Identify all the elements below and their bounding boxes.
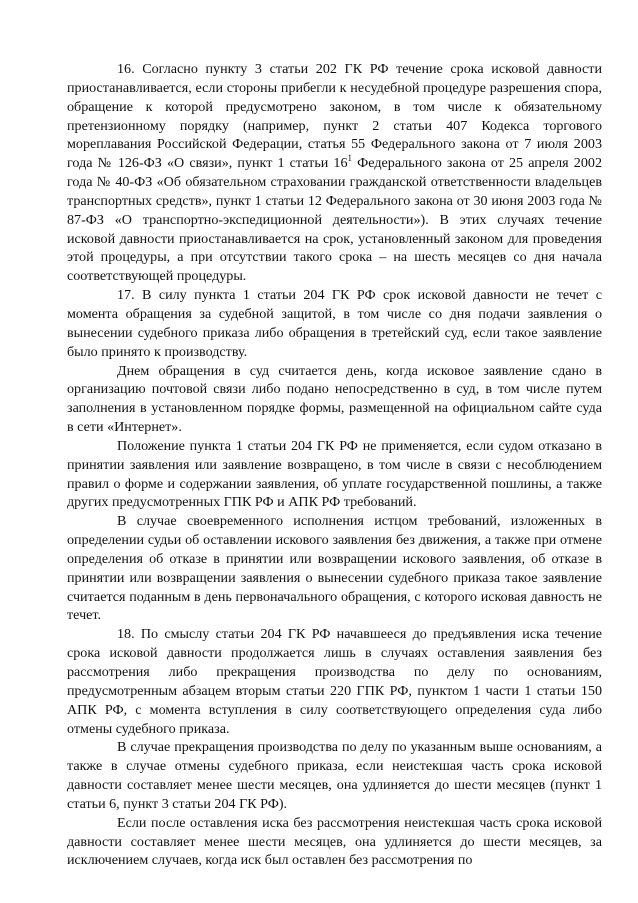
paragraph-17: 17. В силу пункта 1 статьи 204 ГК РФ срок исковой давности не течет с момента обращения за судебной защитой, в том числе со дня подачи заявления о вынесении судебного приказа либо обращения в третейский суд, если такое заявление было принято к производству. bbox=[67, 287, 602, 360]
paragraph-18: 18. По смыслу статьи 204 ГК РФ начавшееся до предъявления иска течение срока исковой давности продолжается лишь в случаях оставления заявления без рассмотрения либо прекращения производства по делу по основаниям, предусмотренным абзацем вторым статьи 220 ГПК РФ, пунктом 1 части 1 статьи 150 АПК РФ, с момента вступления в силу соответствующего определения суда либо отмены судебного приказа. bbox=[67, 626, 602, 737]
paragraph-text-continued: Федерального закона от 25 апреля 2002 года № 40-ФЗ «Об обязательном страховании гражданской ответственности владельцев транспортных средств», пункт 1 статьи 12 Федерального закона от 30 июня 2003 года № 87-ФЗ «О транспортно-экспедиционной деятельности»). В этих случаях течение исковой давности приостанавливается на срок, установленный законом для проведения этой процедуры, а при отсутствии такого срока – на шесть месяцев со дня начала соответствующей процедуры. bbox=[67, 155, 602, 285]
paragraph-17-timely-fix: В случае своевременного исполнения истцом требований, изложенных в определении судьи об оставлении искового заявления без движения, а также при отмене определения об отказе в принятии или возвращении искового заявления, об отказе в принятии или возвращении заявления о вынесении судебного приказа такое заявление считается поданным в день первоначального обращения, с которого исковая давность не течет. bbox=[67, 513, 602, 624]
paragraph-18-left-without-consideration: Если после оставления иска без рассмотрения неистекшая часть срока исковой давности составляет менее шести месяцев, она удлиняется до шести месяцев, за исключением случаев, когда иск был оставлен без рассмотрения по bbox=[67, 814, 602, 869]
paragraph-17-filing-date: Днем обращения в суд считается день, когда исковое заявление сдано в организацию почтовой связи либо подано непосредственно в суд, в том числе путем заполнения в установленном порядке формы, размещенной на официальном сайте суда в сети «Интернет». bbox=[67, 362, 602, 436]
superscript: 1 bbox=[347, 153, 353, 164]
paragraph-text: 16. Согласно пункту 3 статьи 202 ГК РФ течение срока исковой давности приостанавливается, если стороны прибегли к несудебной процедуре разрешения спора, обращение к которой предусмотрено законом, в том числе к обязательному претензионному порядку (например, пункт 2 статьи 407 Кодекса торгового мореплавания Российской Федерации, статья 55 Федерального закона от 7 июля 2003 года № 126-ФЗ «О связи», пункт 1 статьи 16 bbox=[67, 61, 602, 172]
paragraph-16 bbox=[67, 60, 602, 286]
paragraph-17-exceptions: Положение пункта 1 статьи 204 ГК РФ не применяется, если судом отказано в принятии заявления или заявление возвращено, в том числе в связи с несоблюдением правил о форме и содержании заявления, об уплате государственной пошлины, а также других предусмотренных ГПК РФ и АПК РФ требований. bbox=[67, 437, 602, 511]
paragraph-18-termination: В случае прекращения производства по делу по указанным выше основаниям, а также в случае отмены судебного приказа, если неистекшая часть срока исковой давности составляет менее шести месяцев, она удлиняется до шести месяцев (пункт 1 статьи 6, пункт 3 статьи 204 ГК РФ). bbox=[67, 739, 602, 812]
document-page bbox=[67, 60, 602, 870]
